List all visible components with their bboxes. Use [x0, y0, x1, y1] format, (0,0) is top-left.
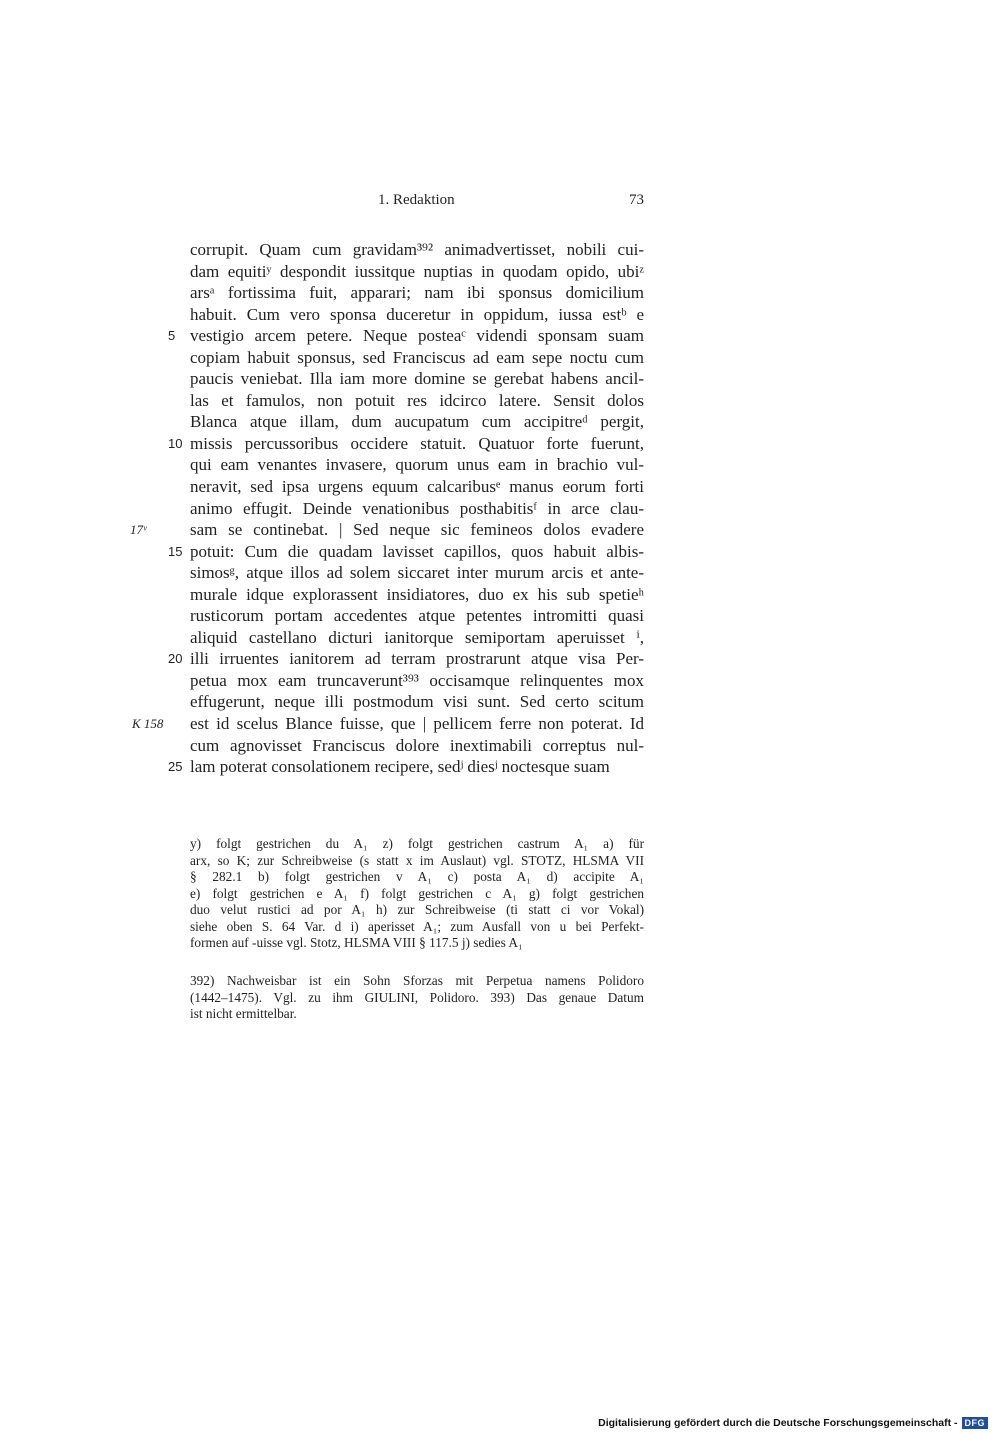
funding-footer: [598, 1416, 988, 1430]
line-text: arsᵃ fortissima fuit, apparari; nam ibi sponsus domicilium: [190, 283, 644, 303]
apparatus-line: e) folgt gestrichen e A₁ f) folgt gestrichen c A₁ g) folgt gestrichen: [190, 885, 644, 901]
text-line: [190, 304, 644, 326]
line-text: corrupit. Quam cum gravidam³⁹² animadvertisset, nobili cui-: [190, 240, 644, 259]
apparatus-line: siehe oben S. 64 Var. d i) aperisset A₁; zum Ausfall von u bei Perfekt-: [190, 918, 644, 934]
line-text: paucis veniebat. Illa iam more domine se gerebat habens ancil-: [190, 369, 644, 389]
critical-apparatus: [190, 836, 644, 952]
line-number: 20: [168, 651, 183, 667]
line-text: vestigio arcem petere. Neque posteaᶜ videndi sponsam suam: [190, 326, 644, 346]
page-number: 73: [629, 192, 644, 208]
commentary-notes: [190, 973, 644, 1023]
line-text: sam se continebat. | Sed neque sic femineos dolos evadere: [190, 520, 644, 540]
text-line: [132, 713, 644, 735]
line-text: simosᵍ, atque illos ad solem siccaret inter murum arcis et ante-: [190, 563, 644, 583]
text-line: [190, 261, 644, 283]
text-line: [190, 498, 644, 520]
text-line: [190, 627, 644, 649]
apparatus-line: § 282.1 b) folgt gestrichen v A₁ c) posta A₁ d) accipite A₁: [190, 869, 644, 884]
apparatus-line: formen auf -uisse vgl. Stotz, HLSMA VIII § 117.5 j) sedies A₁: [190, 935, 523, 950]
text-line: [190, 411, 644, 433]
line-text: illi irruentes ianitorem ad terram prostrarunt atque visa Per-: [190, 649, 644, 669]
line-text: petua mox eam truncaverunt³⁹³ occisamque relinquentes mox: [190, 670, 644, 690]
text-line: [190, 735, 644, 757]
text-line: [168, 541, 644, 563]
line-text: neravit, sed ipsa urgens equum calcaribusᵉ manus eorum forti: [190, 477, 644, 497]
line-text: missis percussoribus occidere statuit. Quatuor forte fuerunt,: [190, 433, 644, 453]
text-line: [190, 670, 644, 692]
text-line: [168, 648, 644, 670]
line-text: animo effugit. Deinde venationibus posthabitisᶠ in arce clau-: [190, 498, 644, 518]
line-text: qui eam venantes invasere, quorum unus eam in brachio vul-: [190, 455, 644, 475]
margin-reference: K 158: [132, 716, 164, 732]
line-text: cum agnovisset Franciscus dolore inextimabili correptus nul-: [190, 735, 644, 755]
line-text: habuit. Cum vero sponsa duceretur in oppidum, iussa estᵇ e: [190, 304, 644, 324]
note-line: ist nicht ermittelbar.: [190, 1006, 297, 1021]
line-text: aliquid castellano dicturi ianitorque semiportam aperuisset ⁱ,: [190, 627, 644, 647]
line-number: 5: [168, 328, 176, 344]
line-text: murale idque explorassent insidiatores, duo ex his sub spetieʰ: [190, 584, 644, 604]
line-text: lam poterat consolationem recipere, sedʲ diesʲ noctesque suam: [190, 757, 610, 777]
line-text: dam equitiʸ despondit iussitque nuptias in quodam opido, ubiᶻ: [190, 261, 644, 281]
funding-text: Digitalisierung gefördert durch die Deutsche Forschungsgemeinschaft -: [598, 1417, 958, 1429]
text-line: [168, 756, 644, 778]
apparatus-line: arx, so K; zur Schreibweise (s statt x im Auslaut) vgl. STOTZ, HLSMA VII: [190, 852, 644, 868]
text-line: [190, 476, 644, 498]
line-text: est id scelus Blance fuisse, que | pellicem ferre non poterat. Id: [190, 714, 644, 734]
text-line: [190, 390, 644, 412]
margin-reference: 17ᵛ: [130, 522, 147, 538]
line-text: Blanca atque illam, dum aucupatum cum accipitreᵈ pergit,: [190, 412, 644, 432]
text-line: [190, 584, 644, 606]
apparatus-line: duo velut rustici ad por A₁ h) zur Schreibweise (ti statt ci vor Vokal): [190, 902, 644, 917]
text-line: [190, 239, 644, 261]
line-text: las et famulos, non potuit res idcirco latere. Sensit dolos: [190, 390, 644, 410]
text-line: [190, 282, 644, 304]
line-text: rusticorum portam accedentes atque petentes intromitti quasi: [190, 606, 644, 626]
running-head: [190, 192, 644, 214]
text-line: [190, 368, 644, 390]
text-line: [190, 691, 644, 713]
text-line: [190, 562, 644, 584]
line-text: copiam habuit sponsus, sed Franciscus ad eam sepe noctu cum: [190, 347, 644, 367]
apparatus-line: y) folgt gestrichen du A₁ z) folgt gestrichen castrum A₁ a) für: [190, 836, 644, 851]
dfg-logo: DFG: [962, 1417, 989, 1429]
text-line: [130, 519, 644, 541]
text-line: [168, 325, 644, 347]
line-number: 10: [168, 435, 183, 451]
note-line: 392) Nachweisbar ist ein Sohn Sforzas mit Perpetua namens Polidoro: [190, 973, 644, 988]
text-line: [190, 454, 644, 476]
running-title: 1. Redaktion: [378, 192, 455, 208]
text-line: [190, 347, 644, 369]
text-line: [190, 605, 644, 627]
note-line: (1442–1475). Vgl. zu ihm GIULINI, Polidoro. 393) Das genaue Datum: [190, 989, 644, 1005]
line-number: 15: [168, 543, 183, 559]
line-text: effugerunt, neque illi postmodum visi sunt. Sed certo scitum: [190, 692, 644, 712]
line-text: potuit: Cum die quadam lavisset capillos, quos habuit albis-: [190, 541, 644, 561]
text-line: [168, 433, 644, 455]
main-text: [130, 239, 644, 778]
line-number: 25: [168, 759, 183, 775]
